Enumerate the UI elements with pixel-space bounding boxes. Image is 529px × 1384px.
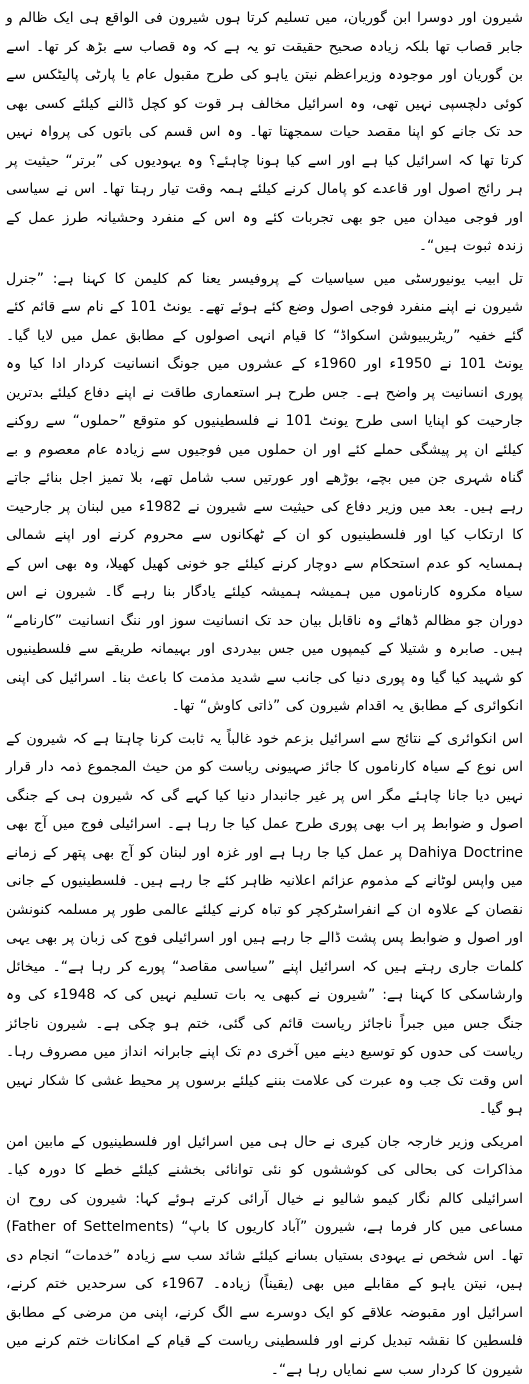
article-paragraph-4: امریکی وزیر خارجہ جان کیری نے حال ہی میں اسرائیل اور فلسطینیوں کے مابین امن مذاکرات کی بحالی کی کوششوں کو نئی توانائی بخشنے کیلئے خطے کا دورہ کیا۔ اسرائیلی کالم نگار کیمو شالیو نے خیال آرائی کرتے ہوئے کہا: شیرون کی روح ان مساعی میں کار فرما ہے، شیرون ”آباد کاریوں کا باپ“ (Father of Settelments) تھا۔ اس شخص نے یہودی بستیاں بسانے کیلئے شائد سب سے زیادہ ”خدمات“ انجام دی ہیں، نیتن یاہو کے مقابلے میں بھی (یقیناً) زیادہ۔ 1967ء کی سرحدیں ختم کرنے، اسرائیل اور مقبوضہ علاقے کو ایک دوسرے سے الگ کرنے، اپنی من مرضی کے مطابق فلسطین کا نقشہ تبدیل کرنے اور فلسطینی ریاست کے قیام کے امکانات ختم کرنے میں شیرون کا کردار سب سے نمایاں رہا ہے“۔ <box>6 1128 523 1384</box>
article-paragraph-2: تل ابیب یونیورسٹی میں سیاسیات کے پروفیسر یعنا کم کلیمن کا کہنا ہے: ”جنرل شیرون نے اپنے منفرد فوجی اصول وضع کئے ہوئے تھے۔ یونٹ 101 کے نام سے قائم کئے گئے خفیہ ”ریٹریبیوشن اسکواڈ“ کا قیام انہی اصولوں کے مطابق عمل میں لایا گیا۔ یونٹ 101 نے 1950ء اور 1960ء کے عشروں میں جونگ انسانیت کردار ادا کیا وہ پوری انسانیت پر واضح ہے۔ جس طرح ہر استعماری طاقت نے اپنے دفاع کیلئے بدترین جارحیت کو اپنایا اسی طرح یونٹ 101 نے فلسطینیوں کو متوقع ”حملوں“ سے روکنے کیلئے ان پر پیشگی حملے کئے اور ان حملوں میں فوجیوں سے زیادہ عام معصوم و بے گناہ شہری جن میں بچے، بوڑھے اور عورتیں سب شامل تھے، بلا تمیز اجل بنائے جاتے رہے ہیں۔ بعد میں وزیر دفاع کی حیثیت سے شیرون نے 1982ء میں لبنان پر جارحیت کا ارتکاب کیا اور فلسطینیوں کو ان کے ٹھکانوں سے محروم کرنے اور اپنے شمالی ہمسایہ کو عدم استحکام سے دوچار کرنے کیلئے جو خونی کھیل کھیلا، وہ بھی اس کے سیاہ مکروہ کارناموں میں ہمیشہ ہمیشہ کیلئے یادگار بنا رہے گا۔ شیرون نے اس دوران جو مظالم ڈھائے وہ ناقابل بیان حد تک انسانیت سوز اور ننگ انسانیت ”کارنامے“ ہیں۔ صابرہ و شتیلا کے کیمپوں میں جس بیدردی اور بہیمانہ طریقے سے فلسطینیوں کو شہید کیا گیا وہ پوری دنیا کی جانب سے شدید مذمت کا باعث بنا۔ اسرائیل کی اپنی انکوائری کے مطابق یہ اقدام شیرون کی ”ذاتی کاوش“ تھا۔ <box>6 265 523 721</box>
article-paragraph-3: اس انکوائری کے نتائج سے اسرائیل بزعم خود غالباً یہ ثابت کرنا چاہتا ہے کہ شیرون کے اس نوع کے سیاہ کارناموں کا جائز صہیونی ریاست کو من حیث المجموع ذمہ دار قرار نہیں دیا جانا چاہئے مگر اس پر غیر جانبدار دنیا کیا کہے گی کہ شیرون ہی کے جنگی اصول و ضوابط پر اب بھی پوری طرح عمل کیا جا رہا ہے۔ اسرائیلی فوج میں آج بھی Dahiya Doctrine پر عمل کیا جا رہا ہے اور غزہ اور لبنان کو آج بھی پتھر کے زمانے میں واپس لوٹانے کے مذموم عزائم اعلانیہ ظاہر کئے جا رہے ہیں۔ فلسطینیوں کے جانی نقصان کے علاوہ ان کے انفراسٹرکچر کو تباہ کرنے کیلئے عالمی طور پر مسلمہ کنونشن اور اصول و ضوابط پس پشت ڈالے جا رہے ہیں اور اسرائیلی فوج کی زبان پر بھی یہی کلمات جاری رہتے ہیں کہ اسرائیل اپنے ”سیاسی مقاصد“ پورے کر رہا ہے“۔ میخائل وارشاسکی کا کہنا ہے: ”شیرون نے کبھی یہ بات تسلیم نہیں کی کہ 1948ء کی وہ جنگ جس میں جبراً ناجائز ریاست قائم کی گئی، ختم ہو چکی ہے۔ شیرون ناجائز ریاست کی حدوں کو توسیع دینے میں آخری دم تک اپنے جابرانہ انداز میں مصروف رہا۔ اس وقت تک جب وہ عبرت کی علامت بننے کیلئے برسوں پر محیط غشی کا شکار نہیں ہو گیا۔ <box>6 725 523 1124</box>
article-paragraph-1: شیرون اور دوسرا ابن گوریان، میں تسلیم کرتا ہوں شیرون فی الواقع ہی ایک ظالم و جابر قصاب تھا بلکہ زیادہ صحیح حقیقت تو یہ ہے کہ وہ قصاب سے بڑھ کر تھا۔ اسے بن گوریان اور موجودہ وزیراعظم نیتن یاہو کی طرح مقبول عام یا پارٹی پالیٹکس سے کوئی دلچسپی نہیں تھی، وہ اسرائیل مخالف ہر قوت کو کچل ڈالنے کیلئے کسی بھی حد تک جانے کو اپنا مقصد حیات سمجھتا تھا۔ وہ اس قسم کی باتوں کی پرواہ نہیں کرتا تھا کہ اسرائیل کیا ہے اور اسے کیا ہونا چاہئے؟ وہ یہودیوں کی ”برتر“ حیثیت پر ہر رائج اصول اور قاعدے کو پامال کرنے کیلئے ہمہ وقت تیار رہتا تھا۔ اس نے سیاسی اور فوجی میدان میں جو بھی تجربات کئے وہ اس کے منفرد وحشیانہ طرز عمل کے زندہ ثبوت ہیں“۔ <box>6 4 523 261</box>
